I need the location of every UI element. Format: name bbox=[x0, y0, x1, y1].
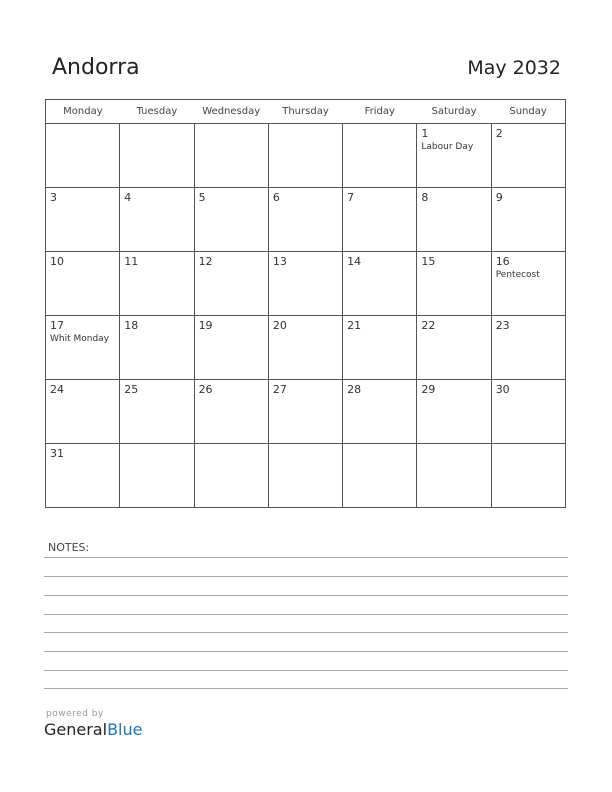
day-number: 6 bbox=[272, 191, 280, 204]
week-row bbox=[46, 380, 566, 444]
day-cell bbox=[194, 252, 268, 316]
day-number: 4 bbox=[124, 191, 132, 204]
day-cell bbox=[194, 444, 268, 508]
day-cell bbox=[120, 316, 194, 380]
day-cell bbox=[417, 124, 491, 188]
day-cell bbox=[343, 444, 417, 508]
day-cell bbox=[417, 252, 491, 316]
powered-by-text: powered by bbox=[46, 709, 104, 719]
day-cell bbox=[120, 252, 194, 316]
day-cell bbox=[194, 124, 268, 188]
note-line bbox=[44, 688, 568, 689]
weekday-sunday: Sunday bbox=[491, 100, 565, 124]
day-cell bbox=[268, 188, 342, 252]
day-number: 11 bbox=[124, 255, 139, 268]
day-cell bbox=[268, 380, 342, 444]
day-number: 19 bbox=[198, 319, 213, 332]
brand-general: General bbox=[44, 720, 108, 739]
day-cell bbox=[120, 444, 194, 508]
holiday-label: Whit Monday bbox=[50, 334, 110, 344]
day-cell bbox=[343, 252, 417, 316]
day-cell bbox=[46, 444, 120, 508]
week-row bbox=[46, 316, 566, 380]
note-line bbox=[44, 557, 568, 558]
day-number: 20 bbox=[272, 319, 287, 332]
holiday-label: Labour Day bbox=[421, 142, 474, 152]
day-cell bbox=[46, 380, 120, 444]
week-row bbox=[46, 124, 566, 188]
day-cell bbox=[417, 188, 491, 252]
day-cell bbox=[343, 380, 417, 444]
day-number: 29 bbox=[421, 383, 436, 396]
day-number: 31 bbox=[50, 447, 64, 460]
day-cell bbox=[491, 444, 565, 508]
day-cell bbox=[417, 444, 491, 508]
day-number: 18 bbox=[124, 319, 139, 332]
weekday-friday: Friday bbox=[343, 100, 417, 124]
brand-logo[interactable] bbox=[44, 720, 142, 739]
day-cell bbox=[268, 124, 342, 188]
brand-blue: Blue bbox=[107, 720, 143, 739]
week-row bbox=[46, 188, 566, 252]
day-cell bbox=[343, 188, 417, 252]
day-cell bbox=[120, 124, 194, 188]
note-line bbox=[44, 651, 568, 652]
country-title: Andorra bbox=[52, 55, 140, 80]
day-cell bbox=[268, 316, 342, 380]
note-line bbox=[44, 595, 568, 596]
day-cell bbox=[491, 124, 565, 188]
week-row bbox=[46, 252, 566, 316]
weekday-monday: Monday bbox=[46, 100, 120, 124]
day-cell bbox=[491, 380, 565, 444]
day-cell bbox=[194, 316, 268, 380]
day-number: 16 bbox=[495, 255, 510, 268]
day-cell bbox=[120, 188, 194, 252]
day-number: 13 bbox=[272, 255, 287, 268]
day-cell bbox=[491, 316, 565, 380]
holiday-label: Pentecost bbox=[495, 270, 540, 280]
day-number: 10 bbox=[50, 255, 64, 268]
day-number: 21 bbox=[347, 319, 362, 332]
day-number: 7 bbox=[347, 191, 355, 204]
day-cell bbox=[194, 380, 268, 444]
note-line bbox=[44, 632, 568, 633]
calendar-grid bbox=[45, 99, 566, 508]
day-number: 9 bbox=[495, 191, 503, 204]
day-number: 28 bbox=[347, 383, 362, 396]
day-cell bbox=[343, 316, 417, 380]
day-cell bbox=[268, 444, 342, 508]
weekday-header-row bbox=[46, 100, 566, 124]
day-cell bbox=[120, 380, 194, 444]
day-number: 27 bbox=[272, 383, 287, 396]
day-number: 14 bbox=[347, 255, 362, 268]
day-cell bbox=[46, 124, 120, 188]
day-cell bbox=[417, 380, 491, 444]
day-number: 15 bbox=[421, 255, 436, 268]
day-number: 12 bbox=[198, 255, 213, 268]
day-number: 22 bbox=[421, 319, 436, 332]
day-cell bbox=[268, 252, 342, 316]
day-cell bbox=[194, 188, 268, 252]
day-cell bbox=[46, 316, 120, 380]
day-number: 25 bbox=[124, 383, 139, 396]
weekday-tuesday: Tuesday bbox=[120, 100, 194, 124]
day-number: 30 bbox=[495, 383, 510, 396]
day-number: 24 bbox=[50, 383, 64, 396]
day-cell bbox=[417, 316, 491, 380]
day-number: 23 bbox=[495, 319, 510, 332]
day-number: 26 bbox=[198, 383, 213, 396]
note-line bbox=[44, 670, 568, 671]
day-number: 3 bbox=[50, 191, 57, 204]
day-number: 1 bbox=[421, 127, 429, 140]
day-cell bbox=[491, 188, 565, 252]
day-number: 8 bbox=[421, 191, 429, 204]
calendar-body bbox=[46, 124, 566, 508]
week-row bbox=[46, 444, 566, 508]
day-cell bbox=[343, 124, 417, 188]
weekday-saturday: Saturday bbox=[417, 100, 491, 124]
notes-label: NOTES: bbox=[48, 541, 90, 554]
note-line bbox=[44, 614, 568, 615]
month-year-title: May 2032 bbox=[467, 57, 561, 79]
day-cell bbox=[491, 252, 565, 316]
day-number: 2 bbox=[495, 127, 503, 140]
note-line bbox=[44, 576, 568, 577]
weekday-wednesday: Wednesday bbox=[194, 100, 268, 124]
day-cell bbox=[46, 252, 120, 316]
day-cell bbox=[46, 188, 120, 252]
day-number: 5 bbox=[198, 191, 206, 204]
day-number: 17 bbox=[50, 319, 64, 332]
weekday-thursday: Thursday bbox=[268, 100, 342, 124]
